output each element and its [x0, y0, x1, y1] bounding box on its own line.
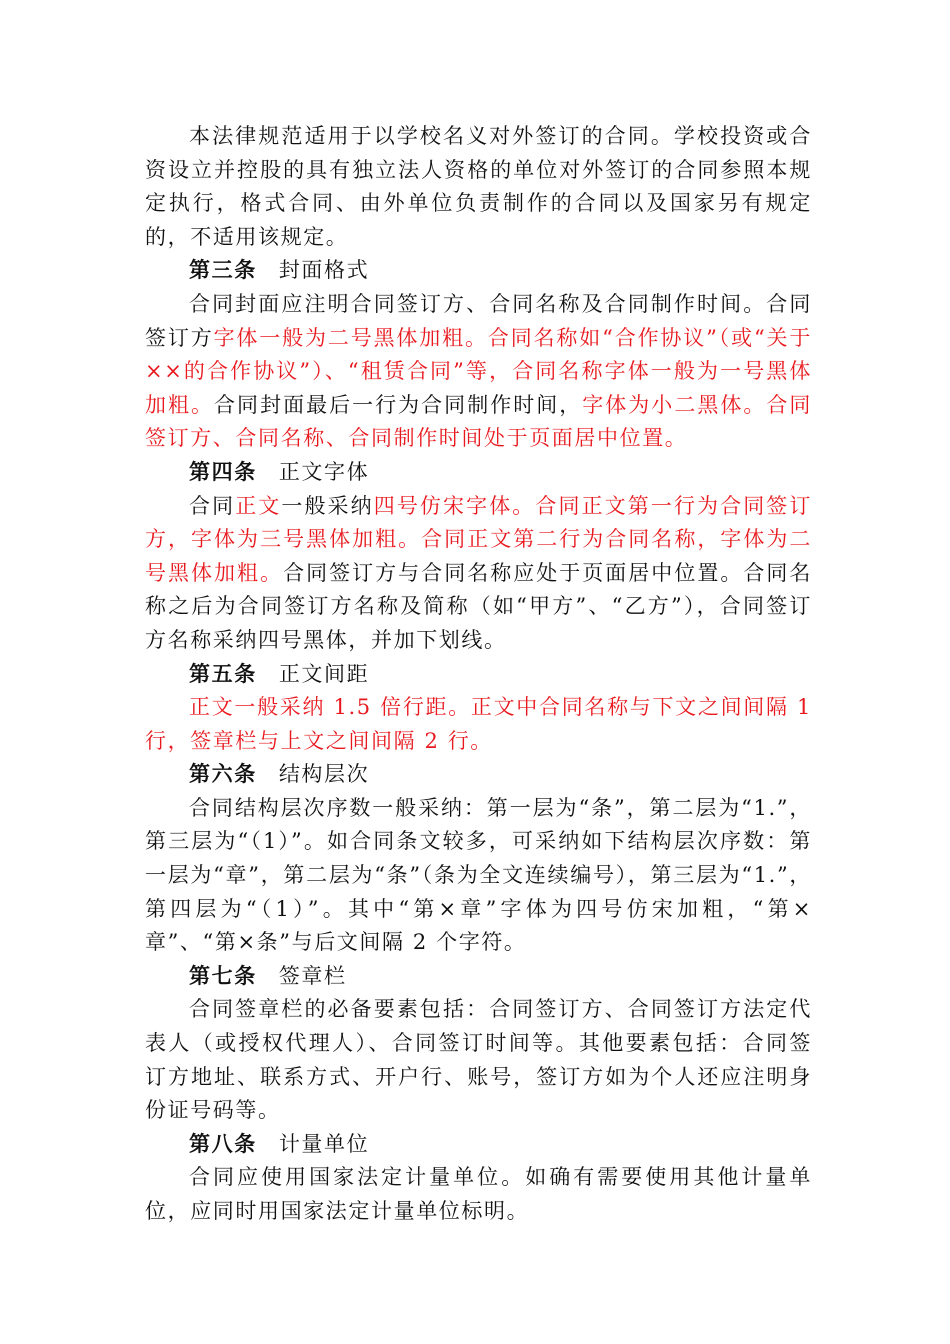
article-8-number: 第八条: [189, 1131, 257, 1156]
article-3-heading: [145, 254, 812, 288]
article-3-text-3: 合同封面最后一行为合同制作时间，: [214, 392, 583, 417]
article-4-text-2: 正文: [235, 493, 282, 518]
intro-paragraph: [145, 120, 812, 254]
article-8-paragraph: [145, 1161, 812, 1228]
article-5-heading: [145, 658, 812, 692]
intro-text: 本法律规范适用于以学校名义对外签订的合同。学校投资或合资设立并控股的具有独立法人资格的单位对外签订的合同参照本规定执行，格式合同、由外单位负责制作的合同以及国家另有规定的，不适用该规定。: [145, 124, 812, 249]
article-5-title: 正文间距: [278, 661, 370, 686]
article-7-paragraph: [145, 993, 812, 1127]
article-6-paragraph: [145, 792, 812, 960]
article-3-text-4: 字体为小二黑体。合同签订方、合同名称、合同制作时间处于页面居中位置。: [145, 392, 812, 451]
article-4-paragraph: [145, 490, 812, 658]
article-3-paragraph: [145, 288, 812, 456]
article-6-number: 第六条: [189, 762, 257, 787]
article-3-text-2: 字体一般为二号黑体加粗。合同名称如“合作协议”（或“关于××的合作协议”）、“租赁合同”等，合同名称字体一般为一号黑体加粗。: [145, 325, 812, 417]
article-7-number: 第七条: [189, 963, 257, 988]
article-5-number: 第五条: [189, 661, 257, 686]
article-8-heading: [145, 1128, 812, 1162]
article-6-title: 结构层次: [278, 762, 370, 787]
article-4-heading: [145, 456, 812, 490]
article-3-number: 第三条: [189, 258, 257, 283]
article-4-title: 正文字体: [278, 459, 370, 484]
article-4-text-5: 合同签订方与合同名称应处于页面居中位置。合同名称之后为合同签订方名称及简称（如“甲方”、“乙方”），合同签订方名称采纳四号黑体，并加下划线。: [145, 560, 812, 652]
article-6-text-1: 合同结构层次序数一般采纳：第一层为“条”，第二层为“1.”，第三层为“（1）”。如合同条文较多，可采纳如下结构层次序数：第一层为“章”，第二层为“条”（条为全文连续编号），第三层为“1.”，第四层为“（1）”。其中“第×章”字体为四号仿宋加粗，“第×章”、“第×条”与后文间隔 2 个字符。: [145, 795, 812, 955]
article-4-text-3: 一般采纳: [281, 493, 374, 518]
article-3-text-1: 合同封面应注明合同签订方、合同名称及合同制作时间。合同签订方: [145, 291, 812, 350]
article-7-title: 签章栏: [278, 963, 347, 988]
article-4-number: 第四条: [189, 459, 257, 484]
article-8-title: 计量单位: [278, 1131, 370, 1156]
article-6-heading: [145, 758, 812, 792]
article-7-text-1: 合同签章栏的必备要素包括：合同签订方、合同签订方法定代表人（或授权代理人）、合同签订时间等。其他要素包括：合同签订方地址、联系方式、开户行、账号，签订方如为个人还应注明身份证号码等。: [145, 997, 812, 1123]
article-4-text-1: 合同: [189, 493, 236, 518]
article-7-heading: [145, 960, 812, 994]
article-4-text-4: 四号仿宋字体。合同正文第一行为合同签订方，字体为三号黑体加粗。合同正文第二行为合同名称，字体为二号黑体加粗。: [145, 493, 812, 585]
article-3-title: 封面格式: [278, 258, 370, 283]
article-5-paragraph: [145, 691, 812, 758]
article-8-text-1: 合同应使用国家法定计量单位。如确有需要使用其他计量单位，应同时用国家法定计量单位标明。: [145, 1165, 812, 1223]
article-5-text-1: 正文一般采纳 1.5 倍行距。正文中合同名称与下文之间间隔 1 行，签章栏与上文之间间隔 2 行。: [145, 695, 812, 753]
